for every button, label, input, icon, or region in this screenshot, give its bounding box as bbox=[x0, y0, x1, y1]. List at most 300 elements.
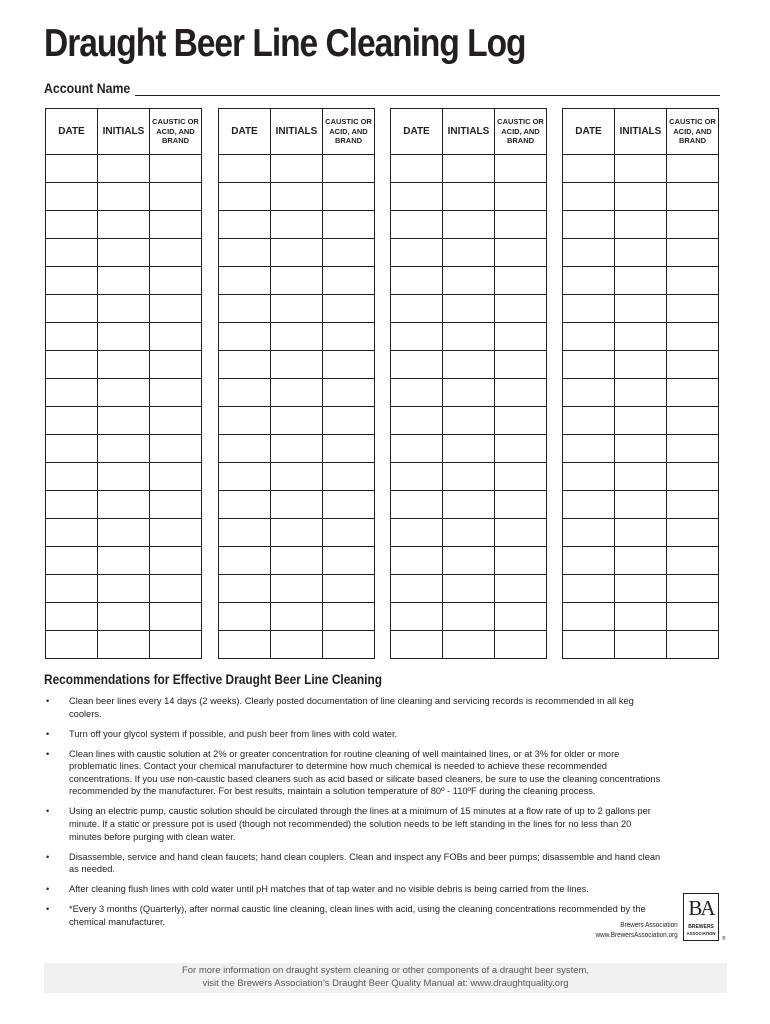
table-row bbox=[563, 379, 719, 407]
table-row bbox=[46, 603, 202, 631]
footer-line-1: For more information on draught system cleaning or other components of a draught beer system, bbox=[181, 965, 590, 976]
column-header: INITIALS bbox=[443, 109, 495, 155]
table-row bbox=[563, 323, 719, 351]
recommendation-text: Clean beer lines every 14 days (2 weeks). Clearly posted documentation of line cleaning and servicing records is recommended in all keg coolers. bbox=[69, 696, 634, 719]
log-cell[interactable] bbox=[323, 155, 375, 183]
log-cell[interactable] bbox=[615, 575, 667, 603]
log-cell[interactable] bbox=[667, 603, 719, 631]
log-cell[interactable] bbox=[150, 239, 202, 267]
log-cell[interactable] bbox=[46, 379, 98, 407]
log-cell[interactable] bbox=[443, 239, 495, 267]
log-cell[interactable] bbox=[271, 631, 323, 659]
log-cell[interactable] bbox=[271, 519, 323, 547]
log-cell[interactable] bbox=[615, 519, 667, 547]
log-table bbox=[45, 108, 202, 659]
log-cell[interactable] bbox=[271, 267, 323, 295]
log-cell[interactable] bbox=[495, 631, 547, 659]
log-cell[interactable] bbox=[98, 239, 150, 267]
log-cell[interactable] bbox=[98, 547, 150, 575]
log-cell[interactable] bbox=[98, 379, 150, 407]
log-cell[interactable] bbox=[391, 295, 443, 323]
table-row bbox=[563, 547, 719, 575]
log-cell[interactable] bbox=[219, 435, 271, 463]
log-cell[interactable] bbox=[563, 379, 615, 407]
log-cell[interactable] bbox=[46, 211, 98, 239]
log-cell[interactable] bbox=[563, 603, 615, 631]
table-row bbox=[46, 435, 202, 463]
log-cell[interactable] bbox=[443, 351, 495, 379]
log-cell[interactable] bbox=[495, 295, 547, 323]
log-cell[interactable] bbox=[391, 575, 443, 603]
table-row bbox=[391, 183, 547, 211]
log-cell[interactable] bbox=[98, 519, 150, 547]
log-cell[interactable] bbox=[495, 211, 547, 239]
log-cell[interactable] bbox=[271, 603, 323, 631]
log-cell[interactable] bbox=[667, 379, 719, 407]
log-cell[interactable] bbox=[98, 435, 150, 463]
log-cell[interactable] bbox=[46, 155, 98, 183]
table-row bbox=[219, 407, 375, 435]
table-row bbox=[563, 155, 719, 183]
log-cell[interactable] bbox=[323, 491, 375, 519]
log-cell[interactable] bbox=[391, 379, 443, 407]
log-table bbox=[390, 108, 547, 659]
table-row bbox=[391, 267, 547, 295]
table-row bbox=[391, 407, 547, 435]
log-cell[interactable] bbox=[495, 491, 547, 519]
table-row bbox=[46, 239, 202, 267]
log-cell[interactable] bbox=[443, 435, 495, 463]
log-cell[interactable] bbox=[391, 323, 443, 351]
log-cell[interactable] bbox=[271, 155, 323, 183]
log-cell[interactable] bbox=[323, 323, 375, 351]
log-cell[interactable] bbox=[563, 267, 615, 295]
log-cell[interactable] bbox=[219, 631, 271, 659]
log-cell[interactable] bbox=[323, 379, 375, 407]
log-cell[interactable] bbox=[563, 155, 615, 183]
table-row bbox=[563, 351, 719, 379]
log-cell[interactable] bbox=[443, 463, 495, 491]
log-cell[interactable] bbox=[615, 267, 667, 295]
log-cell[interactable] bbox=[323, 239, 375, 267]
table-row bbox=[46, 407, 202, 435]
table-row bbox=[46, 379, 202, 407]
log-cell[interactable] bbox=[443, 183, 495, 211]
log-cell[interactable] bbox=[391, 491, 443, 519]
log-cell[interactable] bbox=[615, 295, 667, 323]
table-row bbox=[391, 295, 547, 323]
log-cell[interactable] bbox=[323, 575, 375, 603]
log-cell[interactable] bbox=[98, 631, 150, 659]
log-cell[interactable] bbox=[615, 463, 667, 491]
table-row bbox=[219, 211, 375, 239]
log-cell[interactable] bbox=[219, 379, 271, 407]
column-header: CAUSTIC OR ACID, AND BRAND bbox=[323, 109, 375, 155]
log-cell[interactable] bbox=[667, 575, 719, 603]
log-cell[interactable] bbox=[271, 323, 323, 351]
log-cell[interactable] bbox=[443, 491, 495, 519]
table-row bbox=[391, 155, 547, 183]
table-row bbox=[563, 463, 719, 491]
log-cell[interactable] bbox=[46, 407, 98, 435]
log-cell[interactable] bbox=[323, 183, 375, 211]
log-cell[interactable] bbox=[495, 379, 547, 407]
table-row bbox=[391, 519, 547, 547]
log-cell[interactable] bbox=[391, 239, 443, 267]
log-cell[interactable] bbox=[219, 463, 271, 491]
log-cell[interactable] bbox=[391, 211, 443, 239]
log-table bbox=[562, 108, 719, 659]
log-cell[interactable] bbox=[98, 491, 150, 519]
bullet: • bbox=[46, 748, 50, 759]
log-cell[interactable] bbox=[667, 211, 719, 239]
log-cell[interactable] bbox=[98, 463, 150, 491]
table-row bbox=[219, 267, 375, 295]
log-cell[interactable] bbox=[443, 575, 495, 603]
log-cell[interactable] bbox=[443, 323, 495, 351]
log-cell[interactable] bbox=[150, 407, 202, 435]
column-header: CAUSTIC OR ACID, AND BRAND bbox=[495, 109, 547, 155]
log-cell[interactable] bbox=[150, 491, 202, 519]
table-row bbox=[219, 519, 375, 547]
log-cell[interactable] bbox=[391, 183, 443, 211]
log-cell[interactable] bbox=[615, 211, 667, 239]
log-cell[interactable] bbox=[219, 407, 271, 435]
list-item bbox=[44, 851, 664, 876]
table-row bbox=[219, 379, 375, 407]
log-cell[interactable] bbox=[495, 351, 547, 379]
table-row bbox=[219, 183, 375, 211]
log-cell[interactable] bbox=[495, 435, 547, 463]
log-cell[interactable] bbox=[150, 519, 202, 547]
log-cell[interactable] bbox=[323, 211, 375, 239]
log-cell[interactable] bbox=[46, 463, 98, 491]
log-cell[interactable] bbox=[615, 239, 667, 267]
table-row bbox=[219, 435, 375, 463]
log-cell[interactable] bbox=[495, 603, 547, 631]
log-cell[interactable] bbox=[98, 351, 150, 379]
column-header: DATE bbox=[391, 109, 443, 155]
log-cell[interactable] bbox=[323, 351, 375, 379]
bullet: • bbox=[46, 851, 50, 862]
recommendation-text: Disassemble, service and hand clean faucets; hand clean couplers. Clean and inspect any FOBs and beer pumps; disassemble and hand clean as needed. bbox=[69, 851, 661, 875]
log-cell[interactable] bbox=[271, 295, 323, 323]
table-row bbox=[46, 491, 202, 519]
table-row bbox=[46, 547, 202, 575]
log-cell[interactable] bbox=[495, 547, 547, 575]
bullet: • bbox=[46, 728, 50, 739]
log-cell[interactable] bbox=[98, 155, 150, 183]
log-cell[interactable] bbox=[615, 547, 667, 575]
account-name-field bbox=[44, 80, 720, 98]
table-row bbox=[563, 295, 719, 323]
log-cell[interactable] bbox=[667, 155, 719, 183]
log-cell[interactable] bbox=[323, 519, 375, 547]
table-row bbox=[219, 463, 375, 491]
log-cell[interactable] bbox=[46, 631, 98, 659]
log-cell[interactable] bbox=[495, 519, 547, 547]
log-cell[interactable] bbox=[46, 491, 98, 519]
log-cell[interactable] bbox=[391, 435, 443, 463]
table-row bbox=[391, 211, 547, 239]
log-cell[interactable] bbox=[271, 575, 323, 603]
log-cell[interactable] bbox=[46, 183, 98, 211]
log-cell[interactable] bbox=[98, 603, 150, 631]
log-cell[interactable] bbox=[443, 547, 495, 575]
column-header: INITIALS bbox=[271, 109, 323, 155]
log-cell[interactable] bbox=[219, 323, 271, 351]
log-cell[interactable] bbox=[219, 351, 271, 379]
log-cell[interactable] bbox=[495, 239, 547, 267]
log-cell[interactable] bbox=[563, 239, 615, 267]
log-cell[interactable] bbox=[323, 603, 375, 631]
log-cell[interactable] bbox=[391, 351, 443, 379]
list-item bbox=[44, 903, 664, 928]
log-cell[interactable] bbox=[150, 575, 202, 603]
log-cell[interactable] bbox=[667, 631, 719, 659]
log-cell[interactable] bbox=[46, 547, 98, 575]
log-cell[interactable] bbox=[323, 463, 375, 491]
log-cell[interactable] bbox=[667, 519, 719, 547]
log-cell[interactable] bbox=[46, 323, 98, 351]
log-cell[interactable] bbox=[98, 267, 150, 295]
table-row bbox=[563, 239, 719, 267]
table-row bbox=[219, 239, 375, 267]
log-cell[interactable] bbox=[46, 519, 98, 547]
table-row bbox=[219, 603, 375, 631]
log-cell[interactable] bbox=[323, 547, 375, 575]
log-cell[interactable] bbox=[271, 547, 323, 575]
log-cell[interactable] bbox=[667, 351, 719, 379]
log-cell[interactable] bbox=[563, 491, 615, 519]
log-cell[interactable] bbox=[667, 323, 719, 351]
log-cell[interactable] bbox=[563, 351, 615, 379]
log-cell[interactable] bbox=[98, 323, 150, 351]
log-cell[interactable] bbox=[443, 631, 495, 659]
log-cell[interactable] bbox=[391, 519, 443, 547]
log-cell[interactable] bbox=[98, 211, 150, 239]
brewers-association-logo bbox=[590, 890, 730, 946]
column-header: DATE bbox=[563, 109, 615, 155]
log-cell[interactable] bbox=[219, 267, 271, 295]
ba-mark-letters: BA bbox=[688, 896, 714, 920]
log-cell[interactable] bbox=[443, 407, 495, 435]
log-cell[interactable] bbox=[667, 295, 719, 323]
log-cell[interactable] bbox=[563, 211, 615, 239]
log-cell[interactable] bbox=[667, 435, 719, 463]
log-cell[interactable] bbox=[150, 211, 202, 239]
log-cell[interactable] bbox=[563, 519, 615, 547]
log-cell[interactable] bbox=[150, 435, 202, 463]
log-cell[interactable] bbox=[563, 547, 615, 575]
log-cell[interactable] bbox=[495, 183, 547, 211]
table-row bbox=[391, 547, 547, 575]
log-cell[interactable] bbox=[563, 407, 615, 435]
log-cell[interactable] bbox=[391, 631, 443, 659]
table-row bbox=[391, 379, 547, 407]
log-cell[interactable] bbox=[98, 295, 150, 323]
log-cell[interactable] bbox=[615, 603, 667, 631]
log-cell[interactable] bbox=[46, 603, 98, 631]
log-cell[interactable] bbox=[98, 183, 150, 211]
log-cell[interactable] bbox=[495, 463, 547, 491]
log-cell[interactable] bbox=[391, 267, 443, 295]
table-row bbox=[46, 631, 202, 659]
log-cell[interactable] bbox=[667, 463, 719, 491]
log-cell[interactable] bbox=[219, 603, 271, 631]
log-cell[interactable] bbox=[150, 603, 202, 631]
log-cell[interactable] bbox=[323, 295, 375, 323]
log-cell[interactable] bbox=[150, 379, 202, 407]
log-cell[interactable] bbox=[219, 295, 271, 323]
log-cell[interactable] bbox=[271, 379, 323, 407]
list-item bbox=[44, 748, 664, 798]
table-row bbox=[46, 323, 202, 351]
log-cell[interactable] bbox=[271, 407, 323, 435]
log-cell[interactable] bbox=[443, 519, 495, 547]
log-cell[interactable] bbox=[271, 211, 323, 239]
log-cell[interactable] bbox=[443, 267, 495, 295]
log-cell[interactable] bbox=[615, 183, 667, 211]
log-cell[interactable] bbox=[563, 183, 615, 211]
log-cell[interactable] bbox=[150, 323, 202, 351]
log-cell[interactable] bbox=[443, 211, 495, 239]
log-cell[interactable] bbox=[46, 295, 98, 323]
log-cell[interactable] bbox=[46, 575, 98, 603]
log-cell[interactable] bbox=[271, 239, 323, 267]
log-cell[interactable] bbox=[495, 407, 547, 435]
account-name-input-line[interactable] bbox=[135, 95, 720, 96]
log-cell[interactable] bbox=[271, 491, 323, 519]
table-row bbox=[391, 323, 547, 351]
log-cell[interactable] bbox=[323, 267, 375, 295]
table-row bbox=[219, 547, 375, 575]
table-row bbox=[563, 407, 719, 435]
log-cell[interactable] bbox=[391, 547, 443, 575]
log-cell[interactable] bbox=[615, 491, 667, 519]
table-row bbox=[391, 603, 547, 631]
table-row bbox=[219, 351, 375, 379]
log-cell[interactable] bbox=[150, 183, 202, 211]
log-cell[interactable] bbox=[323, 407, 375, 435]
logo-org-name: Brewers Association bbox=[620, 920, 678, 929]
log-cell[interactable] bbox=[495, 155, 547, 183]
log-cell[interactable] bbox=[150, 267, 202, 295]
log-cell[interactable] bbox=[219, 239, 271, 267]
log-cell[interactable] bbox=[443, 295, 495, 323]
log-cell[interactable] bbox=[323, 435, 375, 463]
table-row bbox=[46, 183, 202, 211]
log-cell[interactable] bbox=[391, 155, 443, 183]
log-cell[interactable] bbox=[443, 155, 495, 183]
log-cell[interactable] bbox=[615, 631, 667, 659]
log-cell[interactable] bbox=[46, 435, 98, 463]
log-cell[interactable] bbox=[615, 435, 667, 463]
recommendation-text: Using an electric pump, caustic solution should be circulated through the lines at a minimum of 15 minutes at a flow rate of up to 2 gallons per minute. If a static or pressure pot is used (though not recommended) the solution needs to be left standing in the lines for no less than 20 minutes before purging with clean water. bbox=[69, 806, 651, 842]
log-cell[interactable] bbox=[150, 295, 202, 323]
table-row bbox=[563, 491, 719, 519]
log-cell[interactable] bbox=[150, 463, 202, 491]
log-cell[interactable] bbox=[46, 267, 98, 295]
table-row bbox=[563, 435, 719, 463]
log-cell[interactable] bbox=[563, 323, 615, 351]
log-cell[interactable] bbox=[98, 407, 150, 435]
table-row bbox=[563, 519, 719, 547]
table-row bbox=[46, 211, 202, 239]
log-cell[interactable] bbox=[563, 631, 615, 659]
table-row bbox=[46, 463, 202, 491]
log-cell[interactable] bbox=[495, 575, 547, 603]
log-cell[interactable] bbox=[219, 575, 271, 603]
log-cell[interactable] bbox=[219, 547, 271, 575]
log-cell[interactable] bbox=[271, 351, 323, 379]
bullet: • bbox=[46, 806, 50, 817]
log-cell[interactable] bbox=[391, 463, 443, 491]
log-cell[interactable] bbox=[443, 379, 495, 407]
log-cell[interactable] bbox=[271, 435, 323, 463]
log-cell[interactable] bbox=[391, 407, 443, 435]
log-cell[interactable] bbox=[615, 155, 667, 183]
table-row bbox=[46, 267, 202, 295]
log-cell[interactable] bbox=[667, 547, 719, 575]
log-cell[interactable] bbox=[563, 295, 615, 323]
bullet: • bbox=[46, 904, 50, 915]
table-row bbox=[391, 631, 547, 659]
list-item bbox=[44, 883, 664, 896]
log-cell[interactable] bbox=[563, 575, 615, 603]
log-cell[interactable] bbox=[150, 547, 202, 575]
column-header: DATE bbox=[46, 109, 98, 155]
log-cell[interactable] bbox=[615, 323, 667, 351]
log-cell[interactable] bbox=[150, 351, 202, 379]
log-cell[interactable] bbox=[615, 379, 667, 407]
log-cell[interactable] bbox=[98, 575, 150, 603]
log-cell[interactable] bbox=[219, 211, 271, 239]
log-cell[interactable] bbox=[563, 435, 615, 463]
log-cell[interactable] bbox=[667, 239, 719, 267]
log-cell[interactable] bbox=[219, 519, 271, 547]
log-cell[interactable] bbox=[667, 267, 719, 295]
log-cell[interactable] bbox=[271, 183, 323, 211]
log-cell[interactable] bbox=[615, 407, 667, 435]
log-cell[interactable] bbox=[323, 631, 375, 659]
log-cell[interactable] bbox=[667, 491, 719, 519]
log-cell[interactable] bbox=[667, 407, 719, 435]
log-cell[interactable] bbox=[443, 603, 495, 631]
log-cell[interactable] bbox=[615, 351, 667, 379]
account-name-label: Account Name bbox=[44, 80, 131, 96]
log-cell[interactable] bbox=[667, 183, 719, 211]
log-cell[interactable] bbox=[495, 323, 547, 351]
log-cell[interactable] bbox=[219, 155, 271, 183]
log-cell[interactable] bbox=[46, 351, 98, 379]
log-cell[interactable] bbox=[150, 631, 202, 659]
table-row bbox=[219, 295, 375, 323]
log-cell[interactable] bbox=[563, 463, 615, 491]
log-table bbox=[218, 108, 375, 659]
log-cell[interactable] bbox=[391, 603, 443, 631]
log-cell[interactable] bbox=[46, 239, 98, 267]
log-cell[interactable] bbox=[150, 155, 202, 183]
log-cell[interactable] bbox=[219, 183, 271, 211]
table-row bbox=[391, 491, 547, 519]
column-header: INITIALS bbox=[98, 109, 150, 155]
ba-mark-line2: ASSOCIATION bbox=[686, 931, 716, 936]
log-cell[interactable] bbox=[219, 491, 271, 519]
log-cell[interactable] bbox=[495, 267, 547, 295]
table-row bbox=[563, 183, 719, 211]
log-cell[interactable] bbox=[271, 463, 323, 491]
